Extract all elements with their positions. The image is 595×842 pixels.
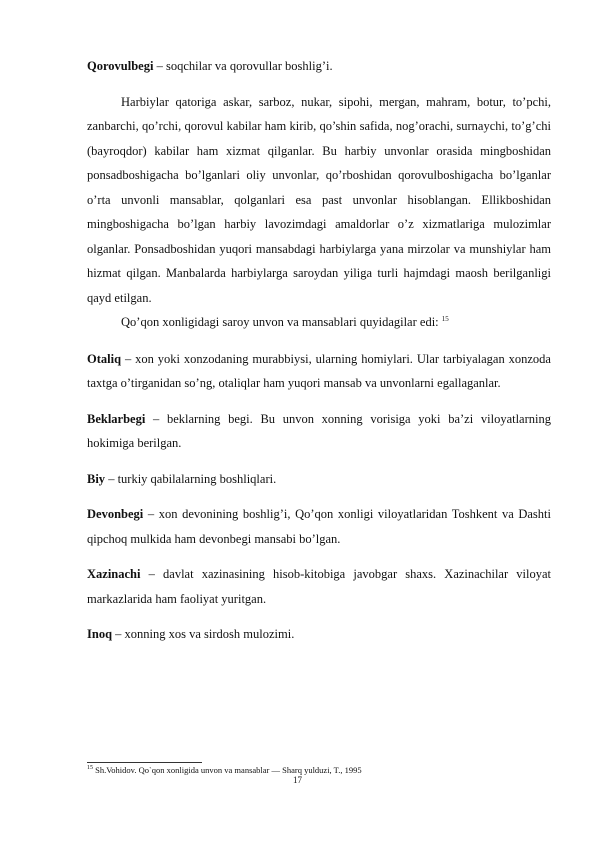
entry-term: Otaliq xyxy=(87,351,122,366)
definition-entry xyxy=(87,347,551,396)
footnote-number: 15 xyxy=(87,765,93,772)
entry-term: Devonbegi xyxy=(87,507,144,521)
list-intro-paragraph xyxy=(87,310,551,335)
definition-entry xyxy=(87,407,551,456)
entry-term: Beklarbegi xyxy=(87,411,146,426)
entry-definition: – beklarning begi. Bu unvon xonning vorisiga yoki ba’zi viloyatlarning hokimiga berilgan. xyxy=(87,411,551,450)
intro-entry xyxy=(87,54,551,79)
definition-entry xyxy=(87,562,551,611)
footnote-reference: 15 xyxy=(441,314,449,323)
entry-term: Qorovulbegi xyxy=(87,59,154,73)
definition-entry xyxy=(87,622,551,647)
footnote-text: Sh.Vohidov. Qo`qon xonligida unvon va mansablar — Sharq yulduzi, T., 1995 xyxy=(93,765,362,775)
footnote-divider xyxy=(87,762,202,763)
entry-definition: – turkiy qabilalarning boshliqlari. xyxy=(105,471,277,486)
entry-term: Inoq xyxy=(87,627,113,641)
entry-definition: – davlat xazinasining hisob-kitobiga javobgar shaxs. Xazinachilar viloyat markazlarida ham faoliyat yuritgan. xyxy=(87,567,551,606)
list-intro-text: Qo’qon xonligidagi saroy unvon va mansablari quyidagilar edi: xyxy=(121,315,439,329)
body-paragraph: Harbiylar qatoriga askar, sarboz, nukar, sipohi, mergan, mahram, botur, to’pchi, zanbarchi, qo’rchi, qorovul kabilar ham kirib, qo’shin safida, nog’orachi, surnaychi, to’g’chi (bayroqdor) kabilar ham xizmat qilganlar. Bu harbiy unvonlar orasida mingboshidan ponsadboshigacha bo’lganlari oliy unvonlar, qo’rboshidan qorovulboshigacha bo’lganlar o’rta unvonli mansablar, qolganlari esa past unvonlar hisoblangan. Ellikboshidan mingboshigacha bo’lgan harbiy lavozimdagi amaldorlar o’z xizmatlariga mulozimlar olganlar. Ponsadboshidan yuqori mansabdagi harbiylarga yana mirzolar va munshiylar ham hizmat qilgan. Manbalarda harbiylarga saroydan yiliga turli hajmdagi maosh berilganligi qayd etilgan. xyxy=(87,94,551,305)
entry-definition: – xonning xos va sirdosh mulozimi. xyxy=(112,627,295,641)
definition-entry xyxy=(87,502,551,551)
entry-definition: – soqchilar va qorovullar boshlig’i. xyxy=(153,59,333,73)
entry-definition: – xon yoki xonzodaning murabbiysi, ularning homiylari. Ular tarbiyalagan xonzoda taxtga o’tirganidan so’ng, otaliqlar ham yuqori mansab va unvonlarni egallaganlar. xyxy=(87,351,551,390)
definition-list xyxy=(87,347,551,647)
entry-definition: – xon devonining boshlig’i, Qo’qon xonligi viloyatlaridan Toshkent va Dashti qipchoq mulkida ham devonbegi mansabi bo’lgan. xyxy=(87,507,551,546)
page-number: 17 xyxy=(293,775,302,785)
entry-term: Xazinachi xyxy=(87,567,141,581)
definition-entry xyxy=(87,467,551,492)
entry-term: Biy xyxy=(87,471,106,486)
page-body xyxy=(87,54,551,647)
